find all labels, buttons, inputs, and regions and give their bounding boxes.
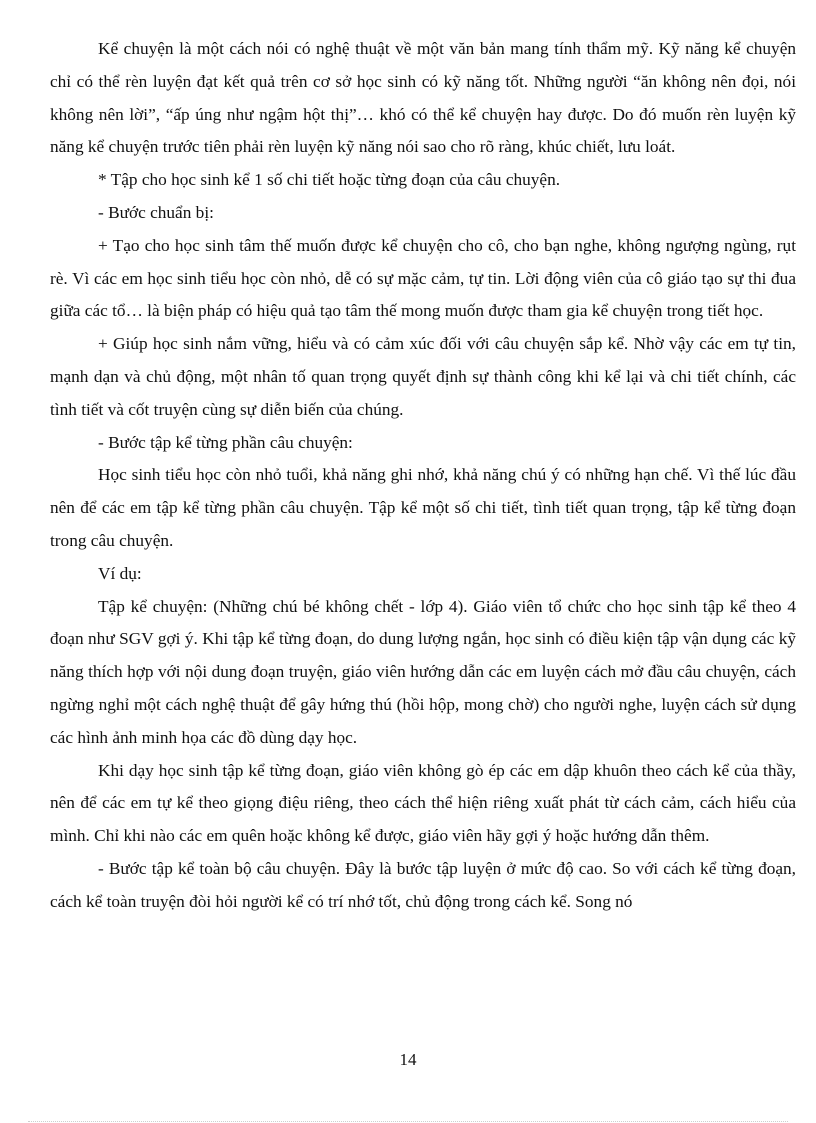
paragraph: * Tập cho học sinh kể 1 số chi tiết hoặc từng đoạn của câu chuyện. xyxy=(98,170,561,190)
paragraph: - Bước tập kể từng phần câu chuyện: xyxy=(98,432,353,452)
paragraph: Khi dạy học sinh tập kể từng đoạn, giáo viên không gò ép các em dập khuôn theo cách kể của thầy, nên để các em tự kể theo giọng điệu riêng, theo cách thể hiện riêng xuất phát từ cách cảm, cách hiểu của mình. Chỉ khi nào các em quên hoặc không kể được, giáo viên hãy gợi ý hoặc hướng dẫn thêm. xyxy=(50,760,796,846)
paragraph: Tập kể chuyện: (Những chú bé không chết - lớp 4). Giáo viên tổ chức cho học sinh tập kể theo 4 đoạn như SGV gợi ý. Khi tập kể từng đoạn, do dung lượng ngắn, học sinh có điều kiện tập vận dụng các kỹ năng thích hợp với nội dung đoạn truyện, giáo viên hướng dẫn các em luyện cách mở đầu câu chuyện, cách ngừng nghỉ một cách nghệ thuật để gây hứng thú (hồi hộp, mong chờ) cho người nghe, luyện cách sử dụng các hình ảnh minh họa các đồ dùng dạy học. xyxy=(50,596,796,747)
paragraph: Học sinh tiểu học còn nhỏ tuổi, khả năng ghi nhớ, khả năng chú ý có những hạn chế. Vì thế lúc đầu nên để các em tập kể từng phần câu chuyện. Tập kể một số chi tiết, tình tiết quan trọng, tập kể từng đoạn trong câu chuyện. xyxy=(50,465,796,550)
paragraph: + Tạo cho học sinh tâm thế muốn được kể chuyện cho cô, cho bạn nghe, không ngượng ngùng, rụt rè. Vì các em học sinh tiểu học còn nhỏ, dễ có sự mặc cảm, tự tin. Lời động viên của cô giáo tạo sự thi đua giữa các tổ… là biện pháp có hiệu quả tạo tâm thế mong muốn được tham gia kể chuyện trong tiết học. xyxy=(50,235,796,321)
paragraph: - Bước chuẩn bị: xyxy=(98,202,214,222)
paragraph: - Bước tập kể toàn bộ câu chuyện. Đây là bước tập luyện ở mức độ cao. So với cách kể từng đoạn, cách kể toàn truyện đòi hỏi người kể có trí nhớ tốt, chủ động trong cách kể. Song nó xyxy=(50,858,796,911)
body-text xyxy=(50,33,796,919)
paragraph: Ví dụ: xyxy=(98,563,142,583)
page-number: 14 xyxy=(399,1050,417,1069)
page-bottom-divider xyxy=(28,1121,788,1122)
paragraph: + Giúp học sinh nắm vững, hiểu và có cảm xúc đối với câu chuyện sắp kể. Nhờ vậy các em tự tin, mạnh dạn và chủ động, một nhân tố quan trọng quyết định sự thành công khi kể lại và chi tiết chính, các tình tiết và cốt truyện cùng sự diễn biến của chúng. xyxy=(50,334,796,419)
paragraph: Kể chuyện là một cách nói có nghệ thuật về một văn bản mang tính thẩm mỹ. Kỹ năng kể chuyện chỉ có thể rèn luyện đạt kết quả trên cơ sở học sinh có kỹ năng tốt. Những người “ăn không nên đọi, nói không nên lời”, “ấp úng như ngậm hột thị”… khó có thể kể chuyện hay được. Do đó muốn rèn luyện kỹ năng kể chuyện trước tiên phải rèn luyện kỹ năng nói sao cho rõ ràng, khúc chiết, lưu loát. xyxy=(50,39,796,157)
